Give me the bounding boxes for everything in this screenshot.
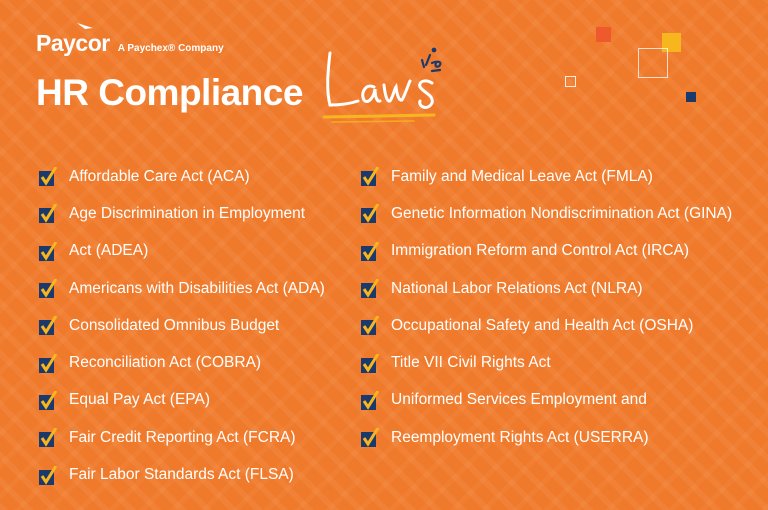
checked-checkbox-icon: [361, 279, 380, 298]
decor-square-outline-large: [638, 48, 668, 78]
list-item: [361, 158, 732, 195]
decor-square-navy: [686, 92, 696, 102]
checked-checkbox-icon: [361, 354, 380, 373]
list-item-label: Title VII Civil Rights Act: [391, 354, 551, 372]
checked-checkbox-icon: [361, 242, 380, 261]
list-item: [361, 419, 732, 456]
list-item: [39, 419, 325, 456]
logo-wordmark: [36, 30, 110, 57]
sparkle-icon: [422, 49, 440, 71]
list-item: [39, 307, 325, 344]
checked-checkbox-icon: [39, 316, 58, 335]
list-item-label: Reconciliation Act (COBRA): [69, 354, 262, 372]
checked-checkbox-icon: [361, 204, 380, 223]
list-item: [39, 233, 325, 270]
list-item: [39, 344, 325, 381]
list-item: [361, 233, 732, 270]
logo-text: Paycor: [36, 30, 110, 56]
list-item-label: Family and Medical Leave Act (FMLA): [391, 167, 653, 185]
list-item-label: Equal Pay Act (EPA): [69, 391, 210, 409]
list-item-label: Affordable Care Act (ACA): [69, 167, 250, 185]
laws-script-heading: [322, 45, 452, 130]
list-item-label: Fair Labor Standards Act (FLSA): [69, 466, 294, 484]
checked-checkbox-icon: [39, 354, 58, 373]
list-item: [361, 270, 732, 307]
paycor-logo: [36, 30, 224, 57]
checked-checkbox-icon: [39, 279, 58, 298]
checked-checkbox-icon: [39, 391, 58, 410]
decor-square-outline-small: [565, 76, 576, 87]
list-item-label: Consolidated Omnibus Budget: [69, 316, 280, 334]
logo-tagline: A Paychex® Company: [117, 43, 224, 54]
list-item-label: Occupational Safety and Health Act (OSHA): [391, 316, 694, 334]
list-item: [39, 270, 325, 307]
list-item-label: National Labor Relations Act (NLRA): [391, 279, 643, 297]
checked-checkbox-icon: [361, 391, 380, 410]
list-item-label: Act (ADEA): [69, 242, 149, 260]
list-item-label: Uniformed Services Employment and: [391, 391, 647, 409]
checked-checkbox-icon: [361, 316, 380, 335]
list-item: [361, 382, 732, 419]
list-item-label: Reemployment Rights Act (USERRA): [391, 428, 649, 446]
list-item-label: Americans with Disabilities Act (ADA): [69, 279, 325, 297]
compliance-laws-list-left: [39, 158, 325, 494]
list-item-label: Fair Credit Reporting Act (FCRA): [69, 428, 296, 446]
swoosh-icon: [76, 22, 94, 30]
checked-checkbox-icon: [39, 466, 58, 485]
list-item: [361, 307, 732, 344]
compliance-laws-list-right: [361, 158, 732, 456]
list-item: [39, 195, 325, 232]
list-item: [39, 158, 325, 195]
checked-checkbox-icon: [361, 428, 380, 447]
checked-checkbox-icon: [361, 167, 380, 186]
list-item-label: Immigration Reform and Control Act (IRCA): [391, 242, 690, 260]
checked-checkbox-icon: [39, 204, 58, 223]
list-item: [361, 195, 732, 232]
list-item: [361, 344, 732, 381]
list-item-label: Age Discrimination in Employment: [69, 204, 306, 222]
checked-checkbox-icon: [39, 167, 58, 186]
page-title: HR Compliance: [36, 72, 303, 113]
list-item-label: Genetic Information Nondiscrimination Act (GINA): [391, 204, 733, 222]
list-item: [39, 382, 325, 419]
list-item: [39, 456, 325, 493]
checked-checkbox-icon: [39, 242, 58, 261]
decor-square-red: [596, 27, 611, 42]
checked-checkbox-icon: [39, 428, 58, 447]
